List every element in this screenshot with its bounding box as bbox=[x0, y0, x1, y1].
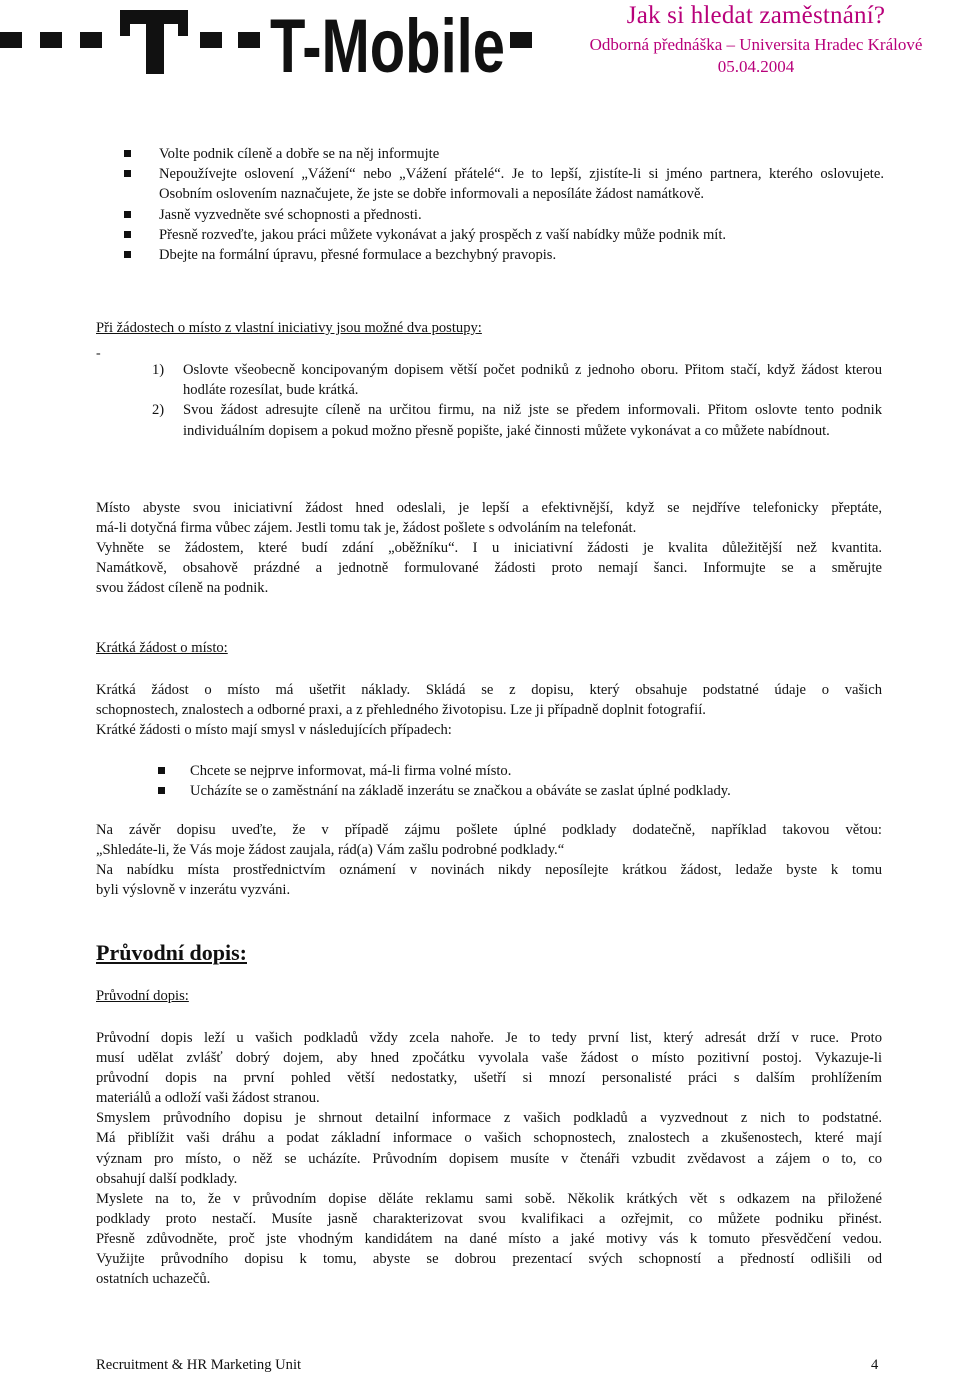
list-item: Přesně rozveďte, jakou práci můžete vykonávat a jaký prospěch z vaší nabídky může podnik mít. bbox=[124, 225, 884, 245]
text-line: Průvodní dopis leží u vašich podkladů vždy zcela nahoře. Je to tedy první list, který adresát drží v ruce. Proto bbox=[96, 1030, 882, 1046]
text-line: Má přiblížit vaši dráhu a podat základní informace o vašich schopnostech, znalostech a zkušenostech, které mají bbox=[96, 1130, 882, 1147]
footer-unit: Recruitment & HR Marketing Unit bbox=[96, 1357, 302, 1373]
tips-list bbox=[124, 144, 884, 265]
short-cases-list bbox=[158, 761, 878, 802]
text-line: Na závěr dopisu uveďte, že v případě zájmu pošlete úplné podklady dodatečně, například takovou větou: bbox=[96, 822, 882, 838]
text-line: Místo abyste svou iniciativní žádost hned odeslali, je lepší a efektivnější, když se nejdříve telefonicky přeptáte, bbox=[96, 500, 882, 516]
page-title: Jak si hledat zaměstnání? bbox=[626, 2, 886, 29]
text-line: byli výslovně v inzerátu vyzváni. bbox=[96, 882, 291, 899]
text-line: musí udělat zvlášť dobrý dojem, aby hned zpočátku vyvolala vaše žádost o místo pozitivní postoj. Vykazuje-li bbox=[96, 1050, 882, 1067]
text-line: materiálů a odloží vaši žádost stranou. bbox=[96, 1090, 320, 1107]
list-item: Jasně vyzvedněte své schopnosti a přednosti. bbox=[124, 205, 884, 225]
text-line: obsahují další podklady. bbox=[96, 1170, 238, 1187]
cover-letter-heading: Průvodní dopis: bbox=[96, 988, 189, 1004]
page-number: 4 bbox=[871, 1357, 879, 1373]
text-line: Myslete na to, že v průvodním dopise děláte reklamu sami sobě. Několik krátkých vět s odkazem na přiložené bbox=[96, 1190, 882, 1207]
list-text: Oslovte všeobecně koncipovaným dopisem větší počet podniků z jednoho oboru. Přitom stačí, když žádost kterou hodláte rozesílat, bude krátká. bbox=[183, 362, 882, 399]
text-line: schopnostech, znalostech a odborné praxi, a z přehledného životopisu. Lze ji případně doplnit fotografií. bbox=[96, 702, 706, 719]
list-item bbox=[152, 360, 882, 400]
text-line: Krátké žádosti o místo mají smysl v následujících případech: bbox=[96, 722, 452, 739]
text-line: svou žádost cíleně na podnik. bbox=[96, 580, 269, 597]
logo-text: T-Mobile bbox=[270, 4, 505, 89]
text-line: Namátkově, obsahově prázdné a jednotně formulované žádosti proto nemají šanci. Informujte se a směrujte bbox=[96, 560, 882, 577]
header-subtitle: Odborná přednáška – Universita Hradec Králové bbox=[589, 35, 923, 54]
text-line: Přesně zdůvodněte, proč jste vhodným kandidátem na dané místo a jaké motivy vás k tomuto přesvědčení vedou. bbox=[96, 1230, 882, 1247]
text-line: „Shledáte-li, že Vás moje žádost zaujala, rád(a) Vám zašlu podrobné podklady.“ bbox=[96, 842, 565, 859]
paragraph-cover-letter bbox=[96, 1028, 882, 1289]
text-line: ostatních uchazečů. bbox=[96, 1271, 211, 1288]
dash-marker: - bbox=[96, 346, 101, 361]
paragraph-short bbox=[96, 680, 882, 740]
text-line: Vyhněte se žádostem, které budí zdání „oběžníku“. I u iniciativní žádosti je kvalita důležitější než kvantita. bbox=[96, 540, 882, 557]
list-text: Svou žádost adresujte cíleně na určitou firmu, na niž jste se předem informovali. Přitom oslovte tento podnik individuálním dopisem a pokud možno přesně popište, jaké činnosti můžete vykonávat a co můžete nabídnout. bbox=[183, 402, 882, 439]
text-line: má-li dotyčná firma vůbec zájem. Jestli tomu tak je, žádost pošlete s odvoláním na telefonát. bbox=[96, 520, 637, 537]
tmobile-logo-graphic bbox=[0, 2, 540, 89]
list-item: Nepoužívejte oslovení „Vážení“ nebo „Vážení přátelé“. Je to lepší, zjistíte-li si jméno partnera, kterého oslovujete. Osobním oslovením naznačujete, že jste se dobře informovali a neposíláte žádost namátkově. bbox=[124, 164, 884, 204]
list-item bbox=[152, 400, 882, 440]
list-item: Volte podnik cíleně a dobře se na něj informujte bbox=[124, 144, 884, 164]
section-heading: Průvodní dopis: bbox=[96, 940, 247, 965]
list-item: Dbejte na formální úpravu, přesné formulace a bezchybný pravopis. bbox=[124, 245, 884, 265]
list-item: Chcete se nejprve informovat, má-li firma volné místo. bbox=[158, 761, 878, 781]
text-line: Smyslem průvodního dopisu je shrnout detailní informace z vašich podkladů a vyzvednout z nich to podstatné. bbox=[96, 1110, 882, 1127]
text-line: Krátká žádost o místo má ušetřit náklady. Skládá se z dopisu, který obsahuje podstatné údaje o vašich bbox=[96, 682, 882, 698]
paragraph-closing bbox=[96, 820, 882, 900]
initiative-list bbox=[152, 360, 882, 441]
text-line: průvodní dopis na první pohled větší nedostatky, ušetří si mnozí personalisté práci s dalším prohlížením bbox=[96, 1070, 882, 1087]
initiative-heading: Při žádostech o místo z vlastní iniciativy jsou možné dva postupy: bbox=[96, 320, 482, 336]
header-date: 05.04.2004 bbox=[717, 57, 795, 76]
list-number: 2) bbox=[152, 402, 165, 419]
header-info bbox=[556, 0, 956, 78]
text-line: Na nabídku místa prostřednictvím oznámení v novinách nikdy neposílejte krátkou žádost, ledaže byste k tomu bbox=[96, 862, 882, 879]
paragraph-initiative bbox=[96, 498, 882, 598]
tmobile-logo bbox=[0, 2, 540, 89]
list-number: 1) bbox=[152, 362, 165, 378]
text-line: podklady proto nestačí. Musíte jasně charakterizovat svou kvalifikaci a ozřejmit, co můžete podniku přinést. bbox=[96, 1210, 882, 1227]
text-line: Využijte průvodního dopisu k tomu, abyste se dobrou prezentací svých schopností a předností odlišili od bbox=[96, 1251, 882, 1268]
text-line: význam pro místo, o něž se ucházíte. Průvodním dopisem musíte v čtenáři vzbudit zvědavost a zájem o to, co bbox=[96, 1150, 882, 1167]
short-application-heading: Krátká žádost o místo: bbox=[96, 640, 228, 656]
list-item: Ucházíte se o zaměstnání na základě inzerátu se značkou a obáváte se zaslat úplné podklady. bbox=[158, 781, 878, 801]
